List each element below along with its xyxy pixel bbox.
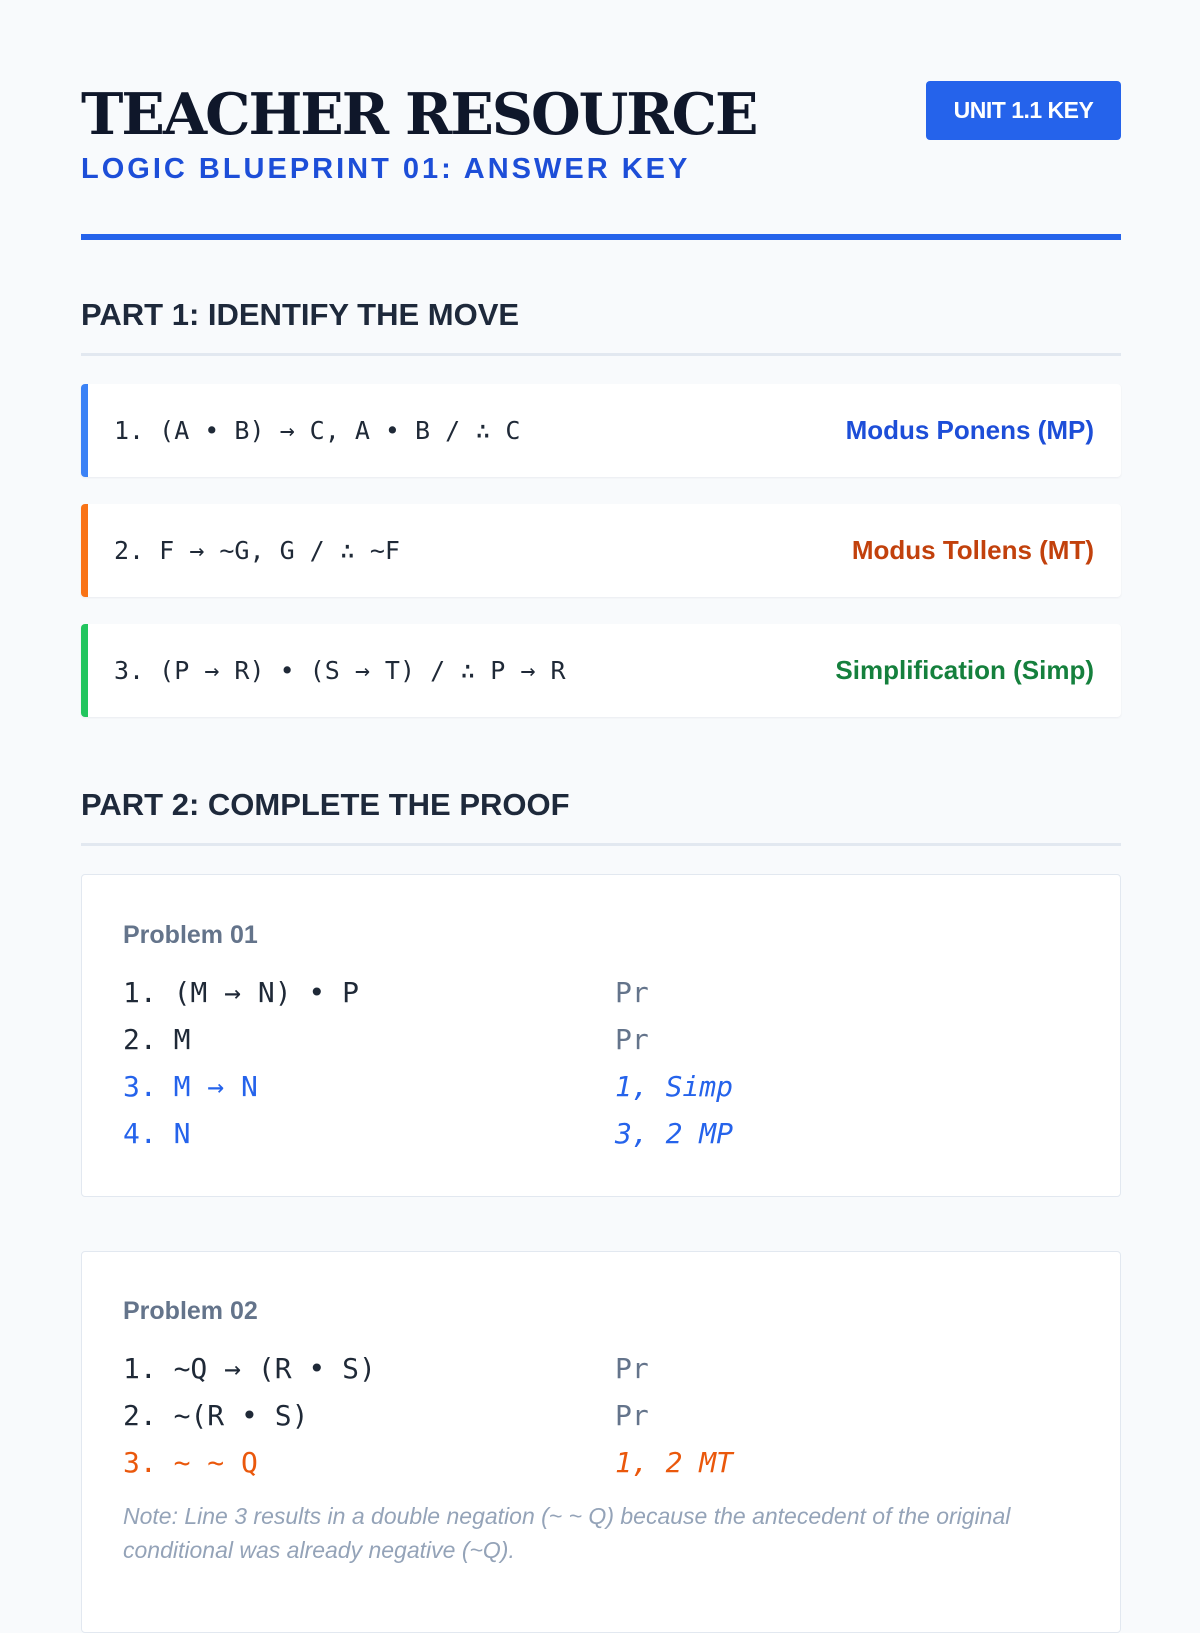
proof-line [123,1023,1023,1063]
proof-justification: Pr [615,1352,649,1385]
proof-statement: 1. (M → N) • P [123,976,360,1009]
move-rule: Modus Ponens (MP) [845,415,1094,445]
proof-line-answer [123,1117,1023,1157]
proof-justification: 1, 2 MT [615,1446,734,1479]
header [81,0,1121,236]
proof-statement: 3. M → N [123,1070,258,1103]
part1-title: PART 1: IDENTIFY THE MOVE [81,297,520,332]
proof-line [123,1399,1023,1439]
move-expression: 3. (P → R) • (S → T) / ∴ P → R [114,656,566,685]
move-card-accent [81,504,88,597]
part2-title: PART 2: COMPLETE THE PROOF [81,787,570,822]
header-divider [81,234,1121,240]
proof-line-answer [123,1446,1023,1486]
move-rule: Simplification (Simp) [835,655,1094,685]
proof-card [81,874,1121,1197]
part1-divider [81,353,1121,356]
move-rule: Modus Tollens (MT) [851,535,1094,565]
move-card [81,384,1121,477]
proof-statement: 2. M [123,1023,191,1056]
page-title: TEACHER RESOURCE [81,81,757,148]
proof-line-answer [123,1070,1023,1110]
proof-justification: 3, 2 MP [615,1117,734,1150]
proof-note: Note: Line 3 results in a double negation (~ ~ Q) because the antecedent of the original conditional was already negative (~Q). [123,1503,1011,1563]
move-card [81,504,1121,597]
proof-statement: 1. ~Q → (R • S) [123,1352,376,1385]
move-expression: 1. (A • B) → C, A • B / ∴ C [114,416,521,445]
page-subtitle: LOGIC BLUEPRINT 01: ANSWER KEY [81,153,691,185]
proof-justification: 1, Simp [615,1070,734,1103]
proof-statement: 4. N [123,1117,191,1150]
proof-line [123,1352,1023,1392]
move-card-accent [81,384,88,477]
unit-badge: UNIT 1.1 KEY [926,81,1121,140]
proof-justification: Pr [615,976,649,1009]
proof-line [123,976,1023,1016]
move-expression: 2. F → ~G, G / ∴ ~F [114,536,400,565]
problem-title: Problem 02 [123,1297,258,1325]
proof-statement: 3. ~ ~ Q [123,1446,258,1479]
proof-statement: 2. ~(R • S) [123,1399,309,1432]
proof-card [81,1251,1121,1633]
move-card [81,624,1121,717]
proof-justification: Pr [615,1399,649,1432]
answer-key-page [81,0,1121,1563]
part2-divider [81,843,1121,846]
move-card-accent [81,624,88,717]
proof-justification: Pr [615,1023,649,1056]
problem-title: Problem 01 [123,921,258,949]
